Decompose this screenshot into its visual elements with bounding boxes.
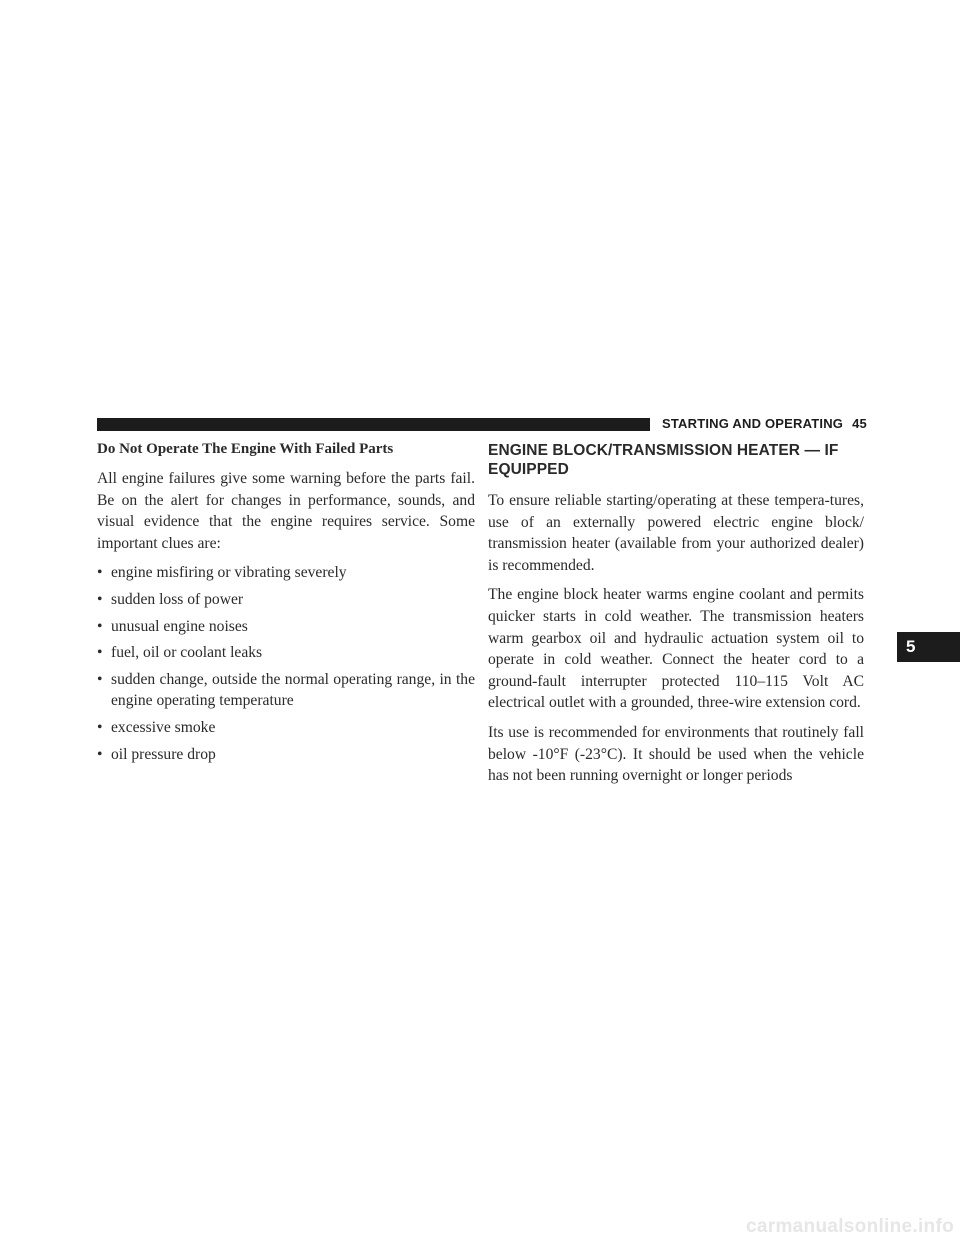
bullet-icon: • [97,617,103,635]
left-intro-paragraph: All engine failures give some warning before the parts fail. Be on the alert for changes in performance, sounds, and visual evidence that the engine requires service. Some important clues are: [97,470,475,552]
header-rule [97,418,650,431]
paragraph: To ensure reliable starting/operating at these tempera-tures, use of an externally powered electric engine block/ transmission heater (available from your authorized dealer) is recommended. [488,492,864,574]
running-header [662,416,867,431]
watermark: carmanualsonline.info [746,1216,954,1237]
chapter-tab: 5 [897,632,960,662]
list-item: • engine misfiring or vibrating severely [97,562,475,584]
list-item: • oil pressure drop [97,744,475,766]
list-item: • sudden change, outside the normal operating range, in the engine operating temperature [97,670,475,710]
bullet-icon: • [97,718,103,736]
bullet-icon: • [97,670,103,688]
bullet-icon: • [97,590,103,608]
bullet-icon: • [97,644,103,662]
list-item: • fuel, oil or coolant leaks [97,642,475,664]
list-item: • sudden loss of power [97,589,475,611]
list-item: • excessive smoke [97,717,475,739]
left-subheading: Do Not Operate The Engine With Failed Parts [97,441,394,457]
page-number: 45 [852,416,867,431]
bullet-icon: • [97,745,103,763]
paragraph: Its use is recommended for environments that routinely fall below -10°F (-23°C). It should be used when the vehicle has not been running overnight or longer periods [488,723,864,785]
section-title: ENGINE BLOCK/TRANSMISSION HEATER — IF EQUIPPED [488,442,839,478]
list-item: • unusual engine noises [97,616,475,638]
right-column [488,441,864,795]
bullet-icon: • [97,564,103,582]
warning-clues-list [97,562,475,765]
left-column [97,438,475,770]
header-section-title: STARTING AND OPERATING [662,416,844,431]
paragraph: The engine block heater warms engine coolant and permits quicker starts in cold weather. The transmission heaters warm gearbox oil and hydraulic actuation system oil to operate in cold weather. Connect the heater cord to a ground-fault interrupter protected 110–115 Volt AC electrical outlet with a grounded, three-wire extension cord. [488,586,864,712]
